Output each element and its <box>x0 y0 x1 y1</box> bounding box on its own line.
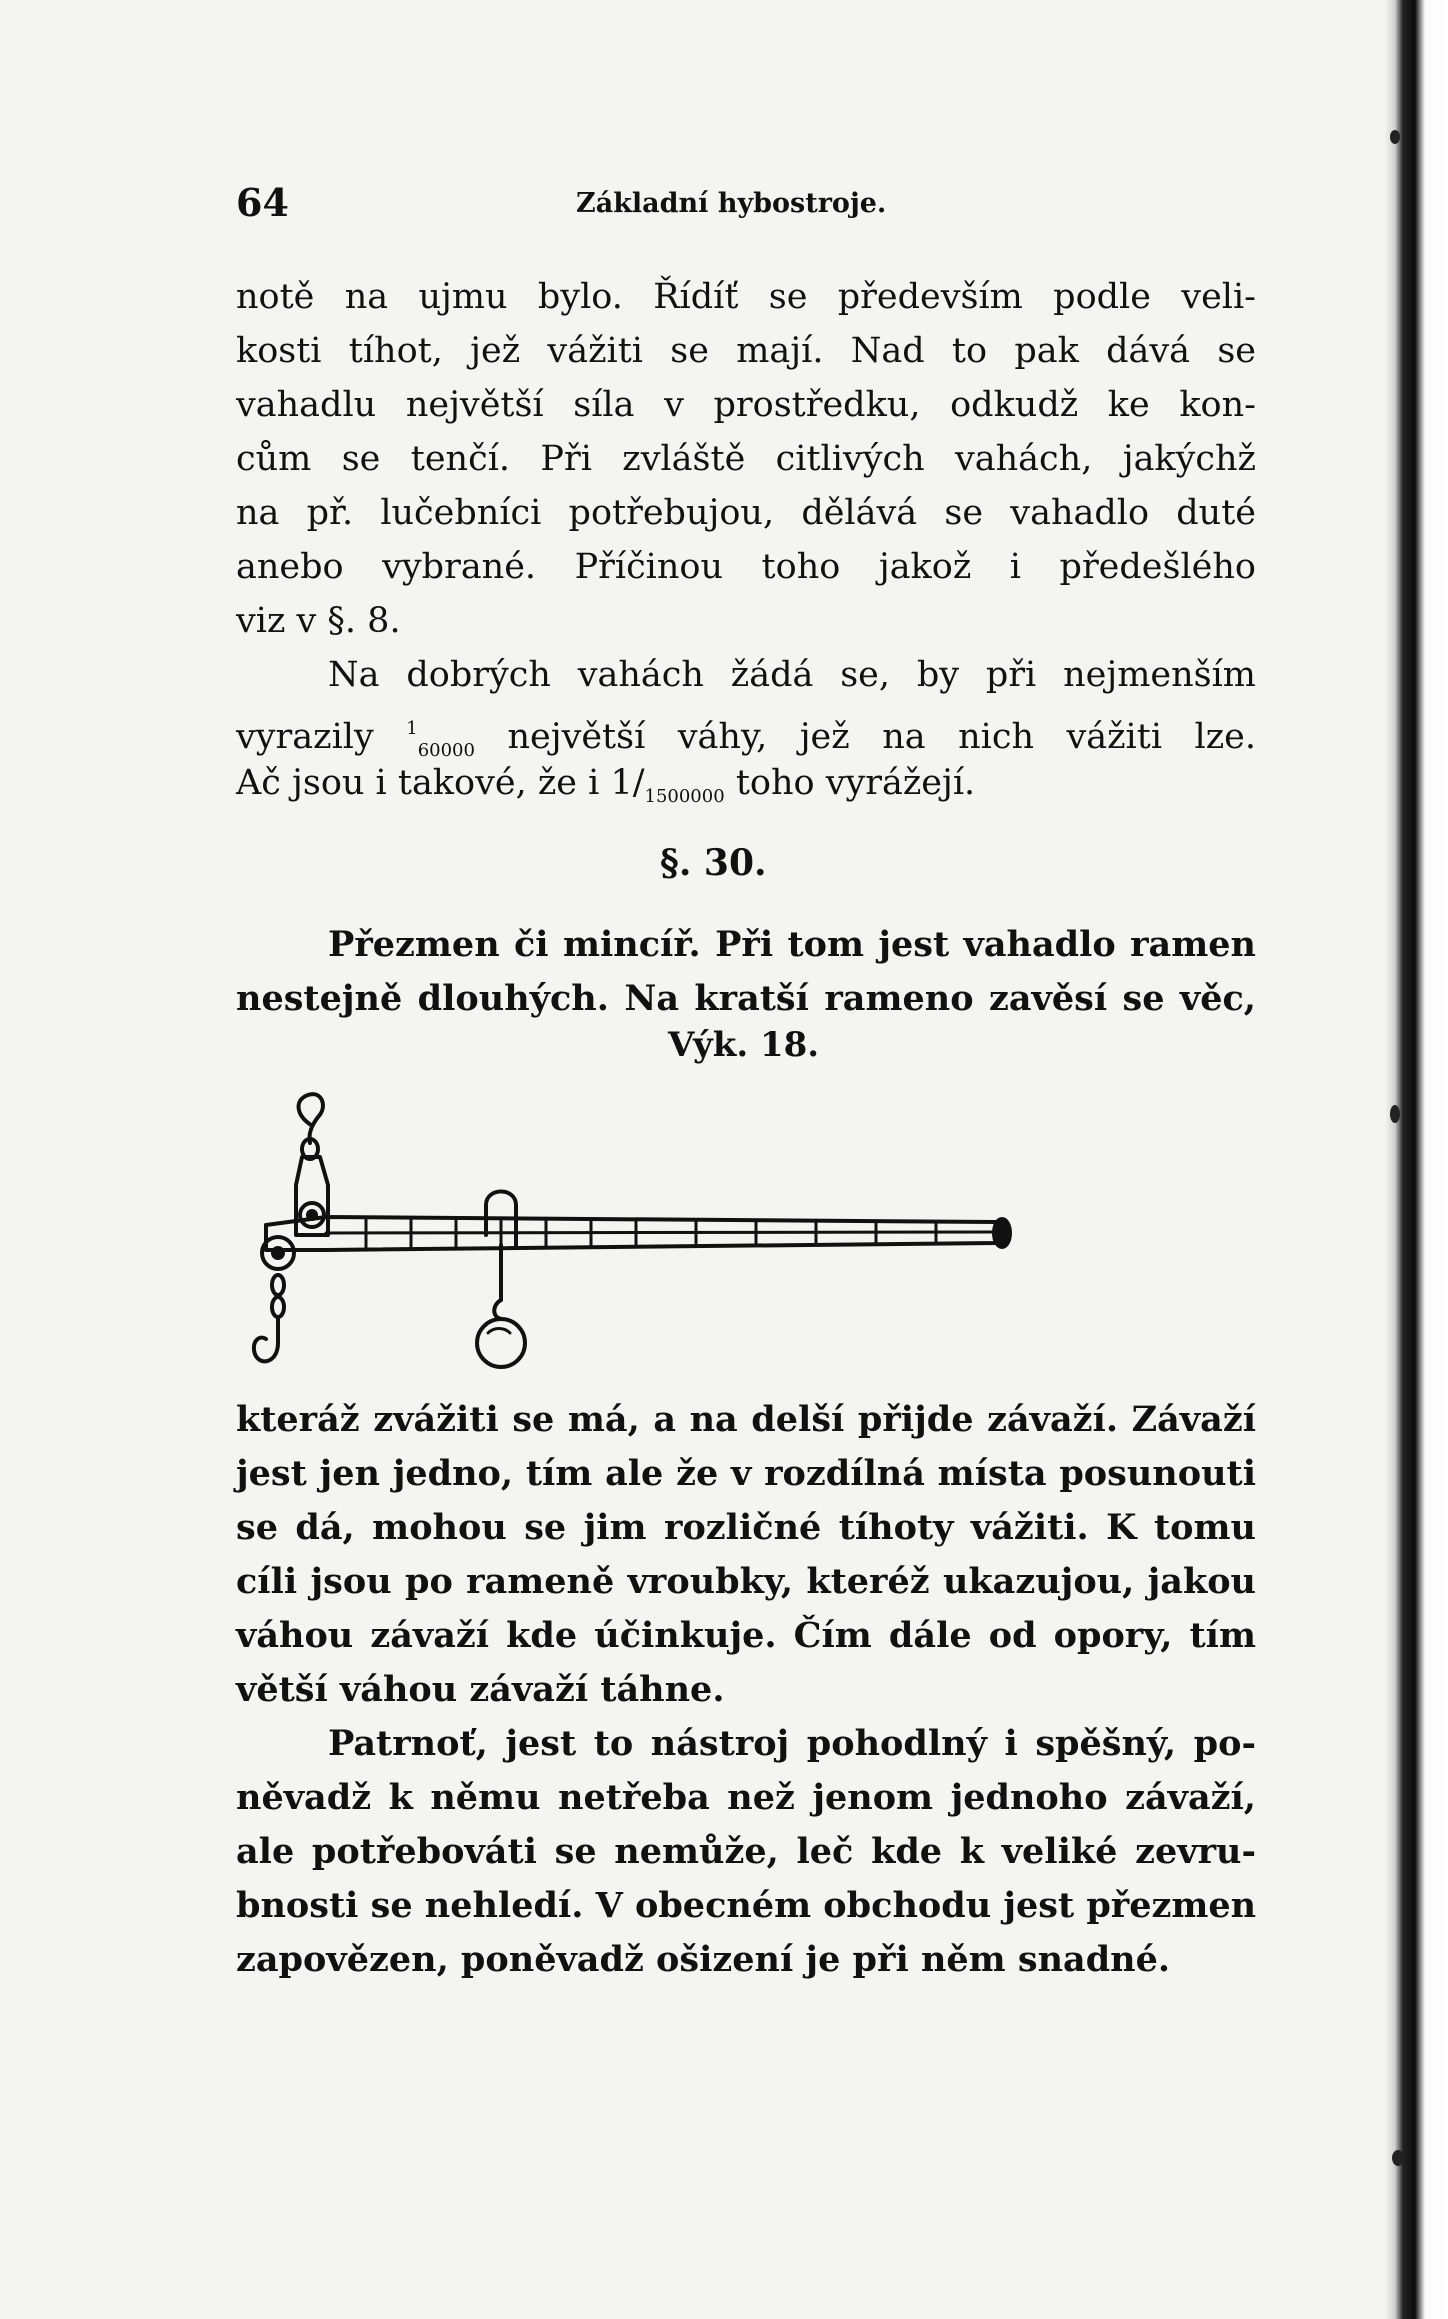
text-line: anebo vybrané. Příčinou toho jakož i předešlého <box>236 547 1256 587</box>
text-line: notě na ujmu bylo. Řídíť se především podle veli- <box>236 277 1256 317</box>
scan-speck <box>1390 1105 1400 1123</box>
text-line-with-fraction <box>236 702 1256 761</box>
text-line-with-fraction <box>236 756 1256 810</box>
paragraph-1 <box>236 270 1256 648</box>
fraction-denominator: 1500000 <box>644 786 725 807</box>
text-span: Ač jsou i takové, že i <box>236 763 600 803</box>
page-number: 64 <box>236 180 289 225</box>
text-line: větší váhou závaží táhne. <box>236 1669 725 1710</box>
text-line: jest jen jedno, tím ale že v rozdílná místa posunouti <box>236 1453 1256 1494</box>
text-span: toho vyrážejí. <box>735 763 976 803</box>
text-span: vyrazily <box>236 717 374 757</box>
section-intro <box>236 918 1256 1026</box>
text-line: váhou závaží kde účinkuje. Čím dále od opory, tím <box>236 1615 1256 1656</box>
text-line: se dá, mohou se jim rozličné tíhoty vážiti. K tomu <box>236 1507 1256 1548</box>
paragraph-2 <box>236 648 1256 810</box>
text-line: ale potřebováti se nemůže, leč kde k veliké zevru- <box>236 1831 1256 1872</box>
text-line: na př. lučebníci potřebujou, dělává se vahadlo duté <box>236 493 1256 533</box>
text-line: cíli jsou po rameně vroubky, kteréž ukazujou, jakou <box>236 1561 1256 1602</box>
scan-speck <box>1392 2150 1404 2166</box>
text-line: zapovězen, poněvadž ošizení je při něm snadné. <box>236 1939 1171 1980</box>
steelyard-figure <box>236 1085 1256 1385</box>
text-line: něvadž k němu netřeba než jenom jednoho závaží, <box>236 1777 1256 1818</box>
text-span: největší váhy, jež na nich vážiti lze. <box>507 717 1256 757</box>
running-head <box>236 180 1256 230</box>
figure-caption: Výk. 18. <box>668 1025 820 1065</box>
text-line: viz v §. 8. <box>236 601 401 641</box>
fraction-numerator: 1/ <box>610 763 645 803</box>
steelyard-illustration <box>236 1085 1256 1385</box>
running-head-title: Základní hybostroje. <box>576 188 887 219</box>
text-span: či mincíř. Při tom jest vahadlo ramen <box>514 924 1256 965</box>
text-line: kteráž zvážiti se má, a na delší přijde závaží. Závaží <box>236 1399 1256 1440</box>
text-line: vahadlu největší síla v prostředku, odkudž ke kon- <box>236 385 1256 425</box>
term-prezmen: Přezmen <box>328 924 500 965</box>
fraction-denominator: 60000 <box>417 740 475 761</box>
paragraph-3 <box>236 1393 1256 1717</box>
text-line: kosti tíhot, jež vážiti se mají. Nad to pak dává se <box>236 331 1256 371</box>
scan-edge <box>1385 0 1448 2319</box>
text-line: cům se tenčí. Při zvláště citlivých vahách, jakýchž <box>236 439 1256 479</box>
scan-speck <box>1390 130 1400 144</box>
text-line: Na dobrých vahách žádá se, by při nejmenším <box>328 655 1256 695</box>
paragraph-4 <box>236 1717 1256 1987</box>
text-line: Patrnoť, jest to nástroj pohodlný i spěšný, po- <box>328 1723 1256 1764</box>
text-line: nestejně dlouhých. Na kratší rameno zavěsí se věc, <box>236 978 1256 1019</box>
fraction-numerator: 1 <box>406 718 418 739</box>
text-line: bnosti se nehledí. V obecném obchodu jest přezmen <box>236 1885 1257 1926</box>
section-heading: §. 30. <box>660 842 767 884</box>
text-line <box>236 918 1256 972</box>
